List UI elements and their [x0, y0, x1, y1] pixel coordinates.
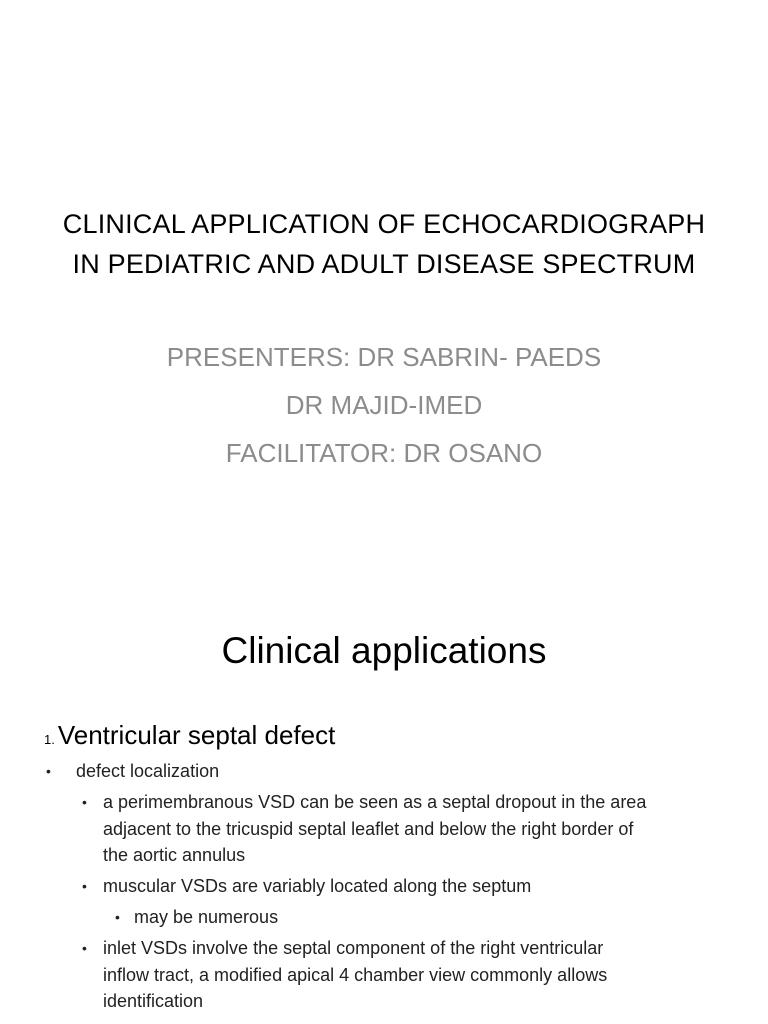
bullet-text-line-1: inlet VSDs involve the septal component of the right ventricular: [103, 938, 604, 958]
bullet-continuation: [103, 988, 203, 1014]
bullet-text-line-3: identification: [103, 991, 204, 1011]
bullet-text: may be numerous: [134, 907, 279, 927]
bullet-continuation: [103, 842, 245, 868]
bullet-text-line-2: inflow tract, a modified apical 4 chamber view commonly allows: [103, 965, 608, 985]
bullet-icon: •: [82, 878, 87, 894]
content-slide: [0, 576, 768, 1024]
bullet-item: [82, 873, 532, 899]
bullet-item: [115, 904, 279, 930]
bullet-text-line-2: adjacent to the tricuspid septal leaflet and below the right border of: [103, 819, 634, 839]
title-line-1: CLINICAL APPLICATION OF ECHOCARDIOGRAPH: [62, 209, 706, 239]
presenters-line: PRESENTERS: DR SABRIN- PAEDS: [166, 342, 602, 372]
bullet-icon: •: [82, 794, 87, 810]
bullet-text: defect localization: [76, 761, 220, 781]
title-line-2: IN PEDIATRIC AND ADULT DISEASE SPECTRUM: [72, 249, 696, 279]
section-number: 1.: [44, 732, 55, 747]
bullet-icon: •: [46, 763, 51, 779]
facilitator-line: FACILITATOR: DR OSANO: [225, 438, 543, 468]
slide-title: [20, 204, 748, 284]
slide-subtitle: [20, 333, 748, 477]
bullet-icon: •: [115, 909, 120, 925]
section-heading: [44, 718, 335, 757]
presenter-2-line: DR MAJID-IMED: [285, 390, 483, 420]
bullet-item: [82, 789, 647, 815]
bullet-item: [82, 935, 604, 961]
bullet-icon: •: [82, 940, 87, 956]
section-heading-text: Ventricular septal defect: [57, 720, 336, 750]
content-slide-title: Clinical applications: [221, 630, 547, 671]
bullet-text-line-3: the aortic annulus: [103, 845, 246, 865]
bullet-text: muscular VSDs are variably located along the septum: [103, 876, 532, 896]
bullet-continuation: [103, 816, 633, 842]
bullet-item: [46, 758, 220, 784]
bullet-continuation: [103, 962, 607, 988]
bullet-text-line-1: a perimembranous VSD can be seen as a septal dropout in the area: [103, 792, 647, 812]
